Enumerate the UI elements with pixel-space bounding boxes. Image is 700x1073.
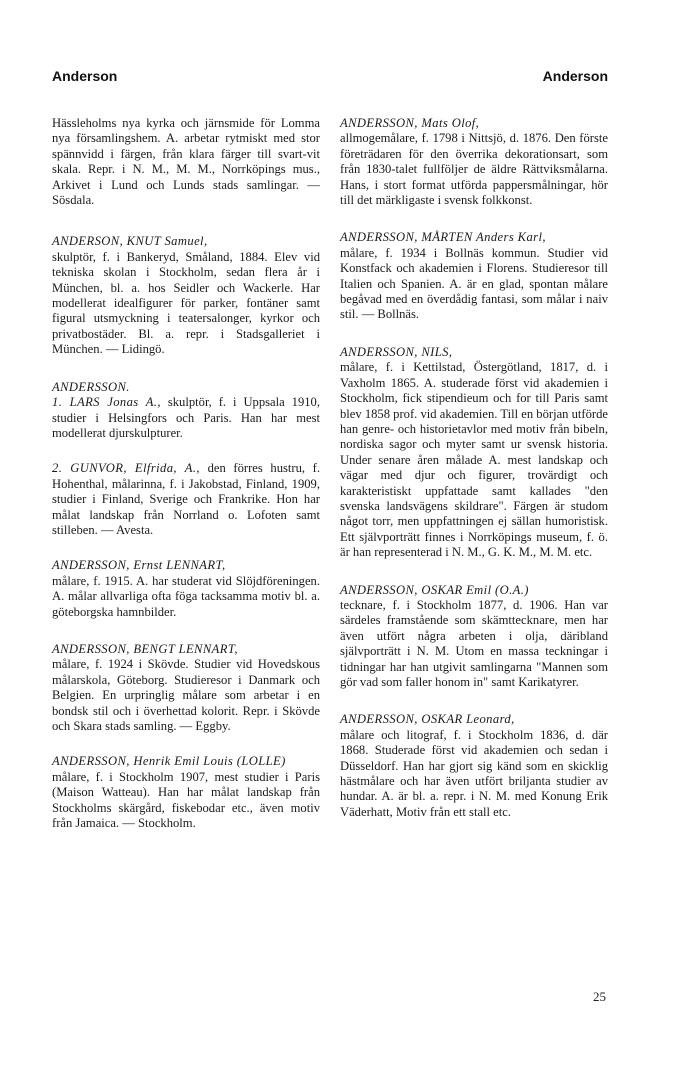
entry-text: målare, f. 1934 i Bollnäs kommun. Studier vid Konstfack och akademien i Florens. Studieresor till Italien och Spanien. A. är en glad, spontan målare begåvad med en överdådig fantasi, som målar i naiv stil. — Bollnäs. <box>340 245 608 322</box>
left-column <box>52 116 320 853</box>
entry-text: målare och litograf, f. i Stockholm 1836, d. där 1868. Studerade först vid akademien och sedan i Düsseldorf. Han har gjort sig känd som en skicklig hästmålare och har även utfört briljanta studier av hundar. A. är bl. a. repr. i N. M. med Konung Erik Väderhatt, Motiv från ett stall etc. <box>340 727 608 819</box>
sub-entry-text: den förres hustru, f. Hohenthal, målarinna, f. i Jakobstad, Finland, 1909, studier i Finland, Sverige och Frankrike. Hon har målat landskap från Norrland o. Lofoten samt stilleben. — Avesta. <box>52 461 320 537</box>
sub-entry-label: 1. LARS Jonas A., <box>52 395 161 410</box>
entry-ernst-lennart <box>52 558 320 620</box>
entry-marten <box>340 230 608 322</box>
entry-continuation <box>52 116 320 208</box>
entry-heading: ANDERSSON. <box>52 379 130 394</box>
entry-heading: ANDERSSON, OSKAR Emil (O.A.) <box>340 582 529 597</box>
entry-mats-olof <box>340 116 608 208</box>
entry-heading: ANDERSSON, Ernst LENNART, <box>52 558 226 573</box>
entry-heading: ANDERSSON, Henrik Emil Louis (LOLLE) <box>52 754 286 769</box>
running-head-left: Anderson <box>52 68 118 84</box>
entry-text: allmogemålare, f. 1798 i Nittsjö, d. 1876. Den förste företrädaren för den överrika dekorationsart, som från 1830-talet fullföljer de äldre Rättviksmålarna. Hans, i stort format utförda pappersmålningar, hör till det märkligaste i svensk folkkonst. <box>340 131 608 208</box>
entry-henrik-lolle <box>52 754 320 831</box>
entry-heading: ANDERSSON, MÅRTEN Anders Karl, <box>340 230 546 245</box>
entry-oskar-leonard <box>340 712 608 820</box>
entry-nils <box>340 345 608 561</box>
running-head-right: Anderson <box>542 68 608 84</box>
sub-entry-gunvor <box>52 461 320 538</box>
entry-text: målare, f. 1924 i Skövde. Studier vid Hovedskous målarskola, Göteborg. Studieresor i Danmark och Belgien. En urpringlig målare som arbetar i en bondsk stil och i överhettad kolorit. Repr. i Skövde och Skara stads samling. — Eggby. <box>52 657 320 733</box>
entry-text: tecknare, f. i Stockholm 1877, d. 1906. Han var särdeles framstående som skämttecknare, men har även utfört några arbeten i olja, däribland självporträtt i N. M. Utom en massa teckningar i tidningar har han utgivit samlingarna "Mannen som gör vad som faller honom in" samt Karikatyrer. <box>340 597 608 689</box>
entry-andersson-group <box>52 380 320 539</box>
entry-text: målare, f. 1915. A. har studerat vid Slöjdföreningen. A. målar allvarliga ofta föga tacksamma motiv bl. a. göteborgska hamnbilder. <box>52 573 320 619</box>
entry-text: Hässleholms nya kyrka och järnsmide för Lomma nya församlingshem. A. arbetar rytmiskt med stor spännvidd i färgen, från klara färger till svart-vit skala. Repr. i N. M., M. M., Norrköpings mus., Arkivet i Lund och Lunds stads samlingar. — Sösdala. <box>52 116 320 208</box>
right-column <box>340 116 608 842</box>
entry-knut-anderson <box>52 234 320 357</box>
entry-heading: ANDERSSON, NILS, <box>340 344 453 359</box>
entry-text: målare, f. i Kettilstad, Östergötland, 1817, d. i Vaxholm 1865. A. studerade först vid akademien i Stockholm, fick stipendieum och for till Paris samt blev 1858 prof. vid akademien. Till en början utförde han genre- och historietavlor med motiv från bibeln, nordiska sagor och myter samt ur svensk historia. Under senare åren målade A. mest landskap och vägar med djur och figurer, trovärdigt och karakteristiskt uppfattade samt kallades "den svenska landsvägens skildrare". Färgen är studom något torr, men uppfattningen ej sällan humoristisk. Ett självporträtt finnes i Norrköpings museum, f. ö. är han representerad i N. M., G. K. M., M. M. etc. <box>340 360 608 560</box>
entry-heading: ANDERSSON, OSKAR Leonard, <box>340 712 515 727</box>
sub-entry-lars <box>52 395 320 441</box>
sub-entry-text: skulptör, f. i Uppsala 1910, studier i Helsingfors och Paris. Han har mest modellerat djurskulpturer. <box>52 395 320 440</box>
page-number: 25 <box>593 989 606 1004</box>
entry-heading: ANDERSSON, BENGT LENNART, <box>52 641 238 656</box>
entry-heading: ANDERSON, KNUT Samuel, <box>52 234 208 249</box>
sub-entry-label: 2. GUNVOR, Elfrida, A., <box>52 461 200 476</box>
entry-heading: ANDERSSON, Mats Olof, <box>340 116 480 130</box>
entry-oskar-emil <box>340 583 608 691</box>
entry-text: skulptör, f. i Bankeryd, Småland, 1884. Elev vid tekniska skolan i Stockholm, sedan flera år i München, bl. a. hos Seidler och Wackerle. Har modellerat idealfigurer för parker, fontäner samt figural utsmyckning i teatersalonger, kyrkor och privatbostäder. Bl. a. repr. i Stadsgalleriet i München. — Lidingö. <box>52 249 320 357</box>
entry-bengt-lennart <box>52 642 320 734</box>
entry-text: målare, f. i Stockholm 1907, mest studier i Paris (Maison Watteau). Han har målat landskap från Stockholms skärgård, fiskebodar etc., även motiv från Jamaica. — Stockholm. <box>52 769 320 831</box>
